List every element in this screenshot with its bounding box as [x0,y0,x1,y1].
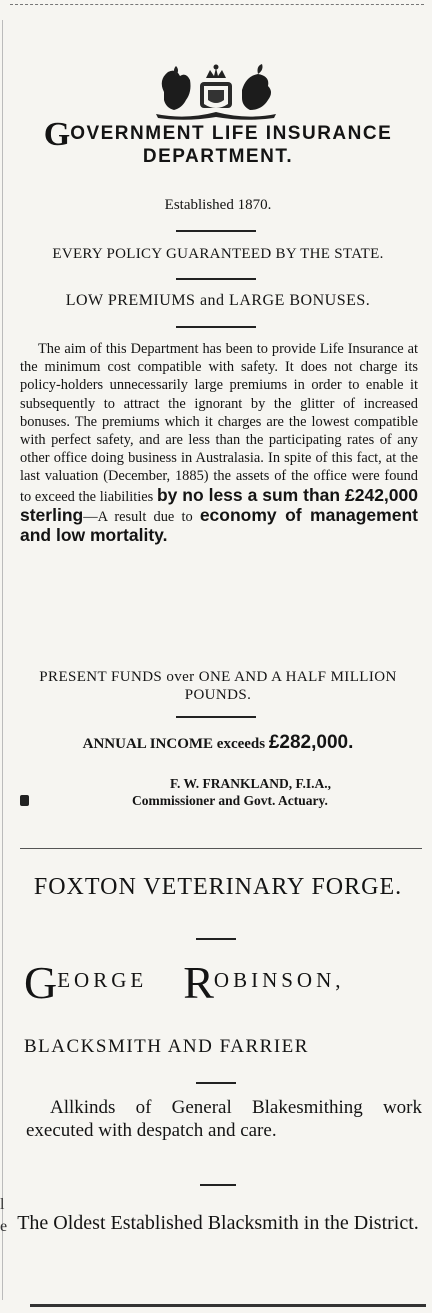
established-line: Established 1870. [164,197,272,213]
last-name-initial: R [183,957,214,1008]
first-name-rest: EORGE [57,968,148,992]
margin-fragment: l [0,1196,5,1213]
annual-income-label: ANNUAL INCOME exceeds [82,736,266,752]
divider [176,278,256,280]
trade-line: BLACKSMITH AND FARRIER [24,1036,309,1057]
first-name-initial: G [24,957,58,1008]
divider [196,1082,236,1084]
forge-heading: FOXTON VETERINARY FORGE. [33,874,403,900]
low-premiums-heading: LOW PREMIUMS and LARGE BONUSES. [65,292,371,309]
bottom-border [30,1304,426,1307]
annual-income-line [14,732,422,754]
proprietor-name [24,957,424,1008]
margin-fragment: e [0,1218,8,1235]
divider [176,326,256,328]
printer-mark-icon [20,795,29,806]
divider [176,716,256,718]
body-text-connector: —A result due to [83,508,193,525]
divider [176,230,256,232]
column-edge [2,20,3,1300]
title-line1-text: OVERNMENT LIFE INSURANCE [70,123,393,144]
insurance-body-paragraph [20,340,418,546]
body-text-plain: The aim of this Department has been to provide Life Insurance at the minimum cost compatible with safety. It does not charge its policy-holders unnecessarily large premiums in order to enable it subsequently to attract the ignorant by the glitter of increased bonuses. The premiums which it charges are the lowest compatible with perfect safety, and are less than the participating rates of any other office doing business in Australasia. In spite of this fact, at the last valuation (December, 1885) the assets of the office were found to exceed the liabilities [20,341,418,505]
guarantee-heading: EVERY POLICY GUARANTEED BY THE STATE. [52,246,384,262]
insurance-title-line2: DEPARTMENT. [142,146,294,167]
annual-income-amount: £282,000. [268,732,354,753]
divider [200,1184,236,1186]
section-separator [20,848,422,849]
signatory-title: Commissioner and Govt. Actuary. [132,793,328,808]
tagline: The Oldest Established Blacksmith in the District. [17,1212,419,1234]
present-funds-line: PRESENT FUNDS over ONE AND A HALF MILLION POUNDS. [39,669,397,703]
body-text-emphasis-amount: by no less a sum than £242,000 sterling [20,484,418,525]
services-paragraph: Allkinds of General Blakesmithing work executed with despatch and care. [26,1097,422,1141]
body-text-emphasis-economy: economy of management and low mortality. [20,504,418,546]
royal-coat-of-arms-icon [146,62,286,122]
top-border [10,4,424,5]
title-initial: G [43,116,71,153]
signatory-name: F. W. FRANKLAND, F.I.A., [170,776,332,791]
insurance-title-line1 [14,116,422,153]
divider [196,938,236,940]
last-name-rest: OBINSON, [213,968,345,992]
